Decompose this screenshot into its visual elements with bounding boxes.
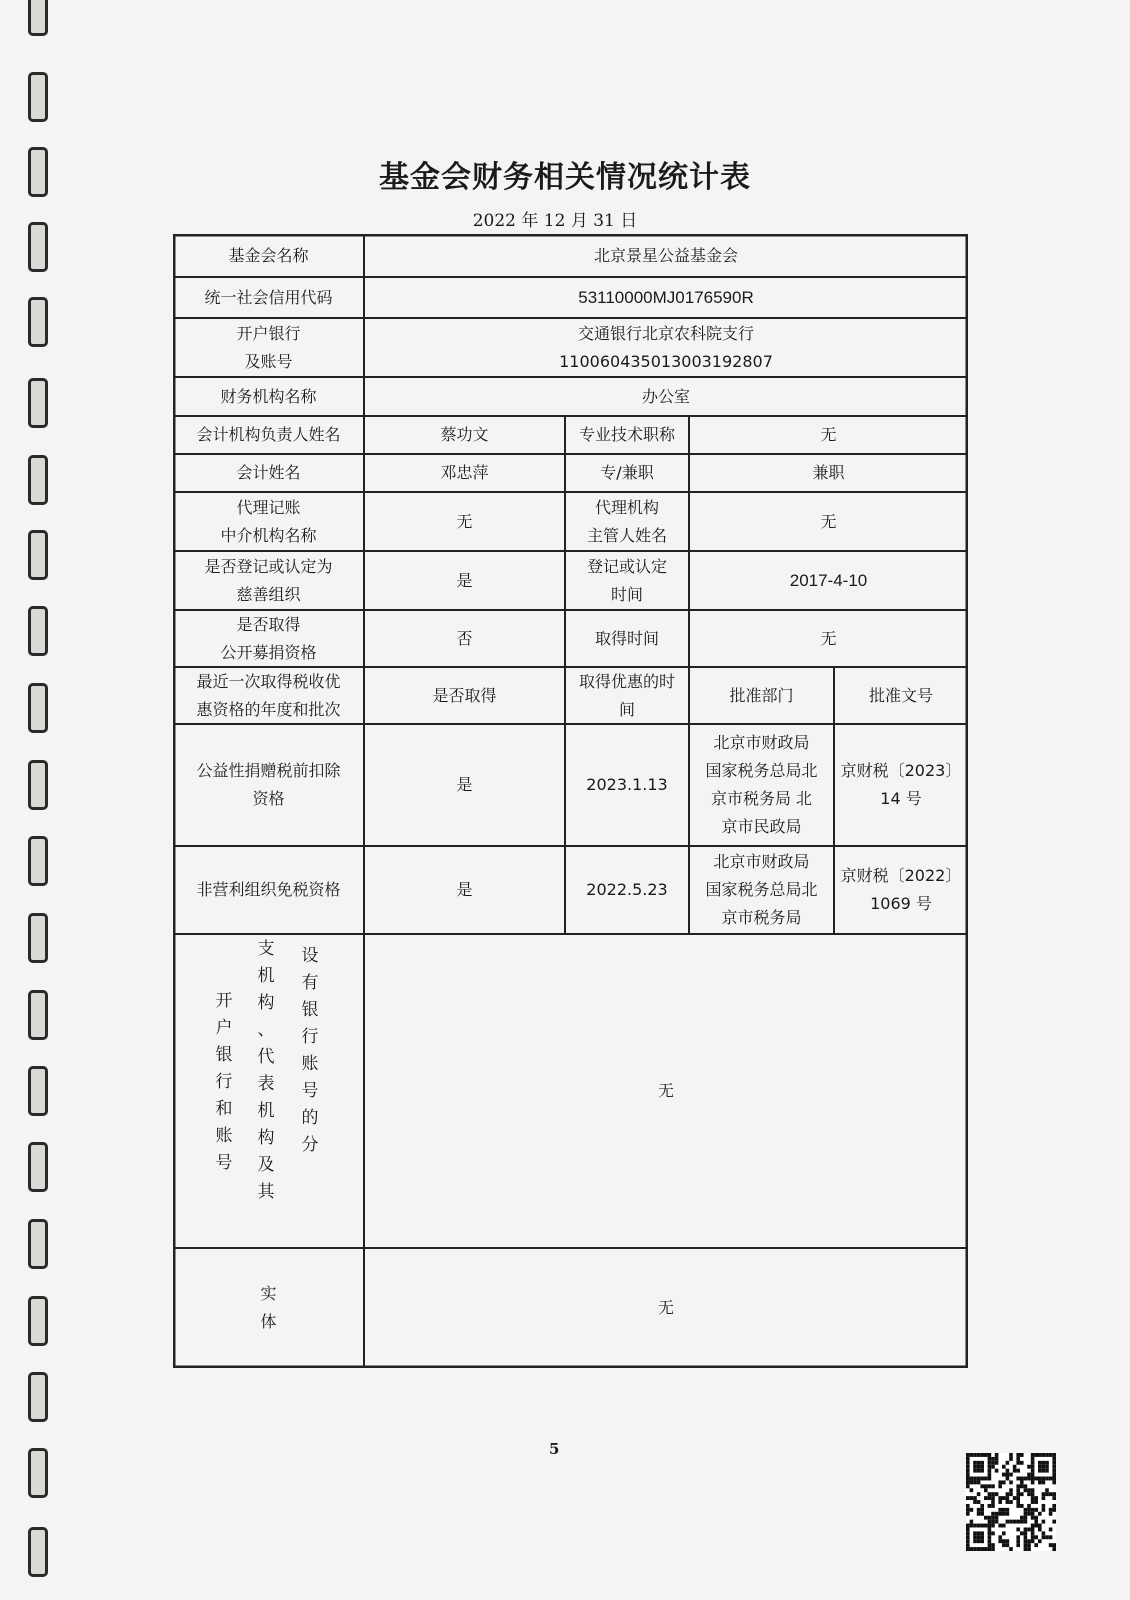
finance-org-label: 财务机构名称 (220, 386, 317, 406)
exempt-dept: 北京市财政局 国家税务总局北 京市税务局 (705, 852, 818, 927)
binding-hole (28, 990, 48, 1040)
binding-hole (28, 683, 48, 733)
fulltime-label: 专/兼职 (600, 463, 654, 482)
pro-title-value: 无 (820, 425, 837, 444)
binding-hole (28, 606, 48, 656)
charity-label: 是否登记或认定为 慈善组织 (204, 556, 333, 604)
branch-label-col2: 支 机 构 、 代 表 机 构 及 其 (257, 939, 275, 1202)
charity-value: 是 (456, 570, 473, 590)
credit-code-value: 53110000MJ0176590R (578, 287, 754, 307)
foundation-name-label: 基金会名称 (228, 245, 309, 265)
binding-hole (28, 1372, 48, 1422)
fundraise-time-value: 无 (820, 628, 837, 648)
tax-header-dept: 批准部门 (729, 685, 794, 705)
exempt-label: 非营利组织免税资格 (196, 880, 341, 899)
entity-label: 实 体 (260, 1284, 277, 1331)
binding-hole (28, 1219, 48, 1269)
qr-code-icon (966, 1453, 1056, 1551)
binding-hole (28, 378, 48, 428)
binding-hole (28, 1066, 48, 1116)
acct-head-value: 蔡功文 (440, 425, 489, 444)
exempt-time: 2022.5.23 (586, 880, 668, 899)
fundraise-value: 否 (456, 628, 473, 648)
binding-hole (28, 297, 48, 347)
page-title: 基金会财务相关情况统计表 (379, 160, 751, 195)
agency-head-value: 无 (820, 511, 837, 531)
donation-obtained: 是 (456, 775, 473, 794)
binding-hole (28, 455, 48, 505)
donation-time: 2023.1.13 (586, 775, 668, 794)
binding-hole (28, 1448, 48, 1498)
agency-head-label: 代理机构 主管人姓名 (586, 497, 667, 545)
binding-holes (26, 0, 50, 1600)
binding-hole (28, 913, 48, 963)
binding-hole (28, 1527, 48, 1577)
branch-label-col1: 开 户 银 行 和 账 号 (215, 991, 233, 1173)
tax-header-time: 取得优惠的时 间 (578, 671, 675, 719)
credit-code-label: 统一社会信用代码 (204, 287, 333, 307)
report-date: 2022 年 12 月 31 日 (472, 211, 638, 231)
charity-time-value: 2017-4-10 (789, 570, 868, 590)
charity-time-label: 登记或认定 时间 (586, 556, 667, 604)
binding-hole (28, 1296, 48, 1346)
binding-hole (28, 0, 48, 36)
bank-account-label: 开户银行 及账号 (236, 323, 301, 371)
donation-dept: 北京市财政局 国家税务总局北 京市税务局 北 京市民政局 (705, 733, 818, 836)
page-number: 5 (549, 1440, 560, 1458)
statistics-form (173, 234, 968, 1368)
accountant-label: 会计姓名 (236, 463, 301, 482)
pro-title-label: 专业技术职称 (578, 425, 675, 444)
fulltime-value: 兼职 (812, 463, 845, 482)
binding-hole (28, 72, 48, 122)
exempt-obtained: 是 (456, 880, 473, 899)
agency-label: 代理记账 中介机构名称 (220, 497, 317, 545)
donation-label: 公益性捐赠税前扣除 资格 (196, 761, 341, 808)
binding-hole (28, 1142, 48, 1192)
foundation-name-value: 北京景星公益基金会 (593, 245, 738, 265)
branch-value: 无 (657, 1081, 674, 1100)
exempt-doc: 京财税〔2022〕 1069 号 (840, 866, 962, 913)
accountant-value: 邓忠萍 (440, 463, 489, 482)
bank-account-value: 交通银行北京农科院支行 110060435013003192807 (559, 323, 773, 371)
fundraise-time-label: 取得时间 (594, 628, 659, 648)
binding-hole (28, 760, 48, 810)
tax-header-obtained: 是否取得 (432, 685, 497, 705)
finance-org-value: 办公室 (641, 386, 690, 406)
agency-value: 无 (456, 511, 473, 531)
binding-hole (28, 836, 48, 886)
donation-doc: 京财税〔2023〕 14 号 (840, 761, 962, 808)
acct-head-label: 会计机构负责人姓名 (196, 425, 341, 444)
branch-label-col3: 设 有 银 行 账 号 的 分 (301, 946, 319, 1155)
fundraise-label: 是否取得 公开募捐资格 (220, 614, 317, 662)
binding-hole (28, 530, 48, 580)
tax-header-label: 最近一次取得税收优 惠资格的年度和批次 (196, 671, 341, 719)
entity-value: 无 (657, 1298, 674, 1317)
tax-header-doc: 批准文号 (868, 685, 933, 705)
